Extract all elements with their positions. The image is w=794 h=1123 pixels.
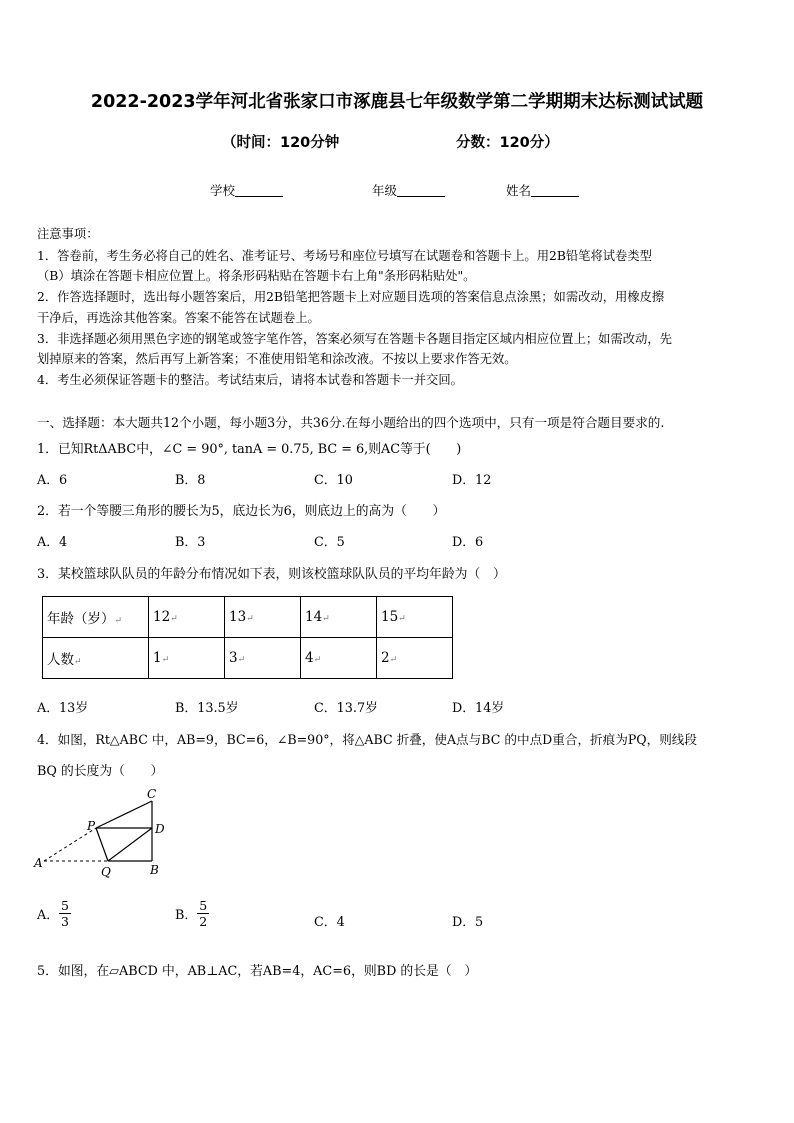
- question-4-line-1: 4．如图，Rt△ABC 中，AB=9，BC=6，∠B=90°，将△ABC 折叠，使A点与BC 的中点D重合，折痕为PQ，则线段: [37, 732, 697, 747]
- table-cell: 人数↵: [43, 638, 149, 679]
- q2-option-c: C．5: [314, 535, 345, 550]
- grade-blank: [397, 184, 445, 197]
- table-cell: 15↵: [377, 597, 453, 638]
- q3-option-b: B．13.5岁: [175, 701, 239, 716]
- table-cell: 12↵: [149, 597, 225, 638]
- q4-option-c: C．4: [314, 915, 345, 930]
- q1-option-a: A．6: [37, 473, 68, 488]
- table-cell: 3↵: [225, 638, 301, 679]
- table-cell: 1↵: [149, 638, 225, 679]
- q1-option-b: B．8: [175, 473, 206, 488]
- label-a: A: [34, 856, 43, 870]
- note-line: 1．答卷前，考生务必将自己的姓名、准考证号、考场号和座位号填写在试题卷和答题卡上。用2B铅笔将试卷类型: [37, 249, 652, 263]
- grade-label: 年级: [372, 183, 398, 198]
- q4-option-a: A． $\frac{5}{3}$: [37, 898, 69, 929]
- segment-pc: [96, 801, 152, 828]
- question-2: 2．若一个等腰三角形的腰长为5，底边长为6，则底边上的高为（ ）: [37, 504, 446, 519]
- table-row: [43, 638, 453, 679]
- label-p: P: [87, 819, 96, 833]
- name-field: [506, 181, 579, 199]
- note-line: 干净后，再选涂其他答案。答案不能答在试题卷上。: [37, 311, 320, 325]
- q3-option-a: A．13岁: [37, 701, 89, 716]
- question-5: 5．如图，在▱ABCD 中，AB⊥AC，若AB=4，AC=6，则BD 的长是（ ）: [37, 964, 478, 979]
- q1-option-d: D．12: [452, 473, 492, 488]
- table-cell: 14↵: [301, 597, 377, 638]
- q2-option-b: B．3: [175, 535, 206, 550]
- table-cell: 4↵: [301, 638, 377, 679]
- label-d: D: [155, 822, 165, 836]
- q2-option-a: A．4: [37, 535, 68, 550]
- table-row: [43, 597, 453, 638]
- page-title: 2022-2023学年河北省张家口市涿鹿县七年级数学第二学期期末达标测试试题: [90, 92, 704, 112]
- name-label: 姓名: [506, 183, 532, 198]
- q4-option-d: D．5: [452, 915, 484, 930]
- exam-time: （时间：120分钟: [222, 135, 340, 151]
- label-q: Q: [101, 865, 111, 879]
- exam-score: 分数：120分）: [456, 135, 559, 151]
- segment-pq: [96, 828, 108, 861]
- q4-option-b: B． $\frac{5}{2}$: [175, 898, 208, 929]
- note-line: 3．非选择题必须用黑色字迹的钢笔或签字笔作答，答案必须写在答题卡各题目指定区域内相应位置上；如需改动，先: [37, 332, 672, 346]
- table-cell: 年龄（岁）↵: [43, 597, 149, 638]
- question-1: 1．已知RtΔABC中，∠C = 90°, tanA = 0.75, BC = 6,则AC等于( ): [37, 442, 462, 457]
- school-label: 学校: [210, 183, 236, 198]
- name-blank: [531, 184, 579, 197]
- school-blank: [235, 184, 283, 197]
- q3-option-c: C．13.7岁: [314, 701, 378, 716]
- age-table: [42, 596, 453, 679]
- fold-triangle-figure: [30, 786, 180, 882]
- q1-option-c: C．10: [314, 473, 353, 488]
- table-cell: 2↵: [377, 638, 453, 679]
- grade-field: [372, 181, 445, 199]
- note-line: 4．考生必须保证答题卡的整洁。考试结束后，请将本试卷和答题卡一并交回。: [37, 373, 463, 387]
- segment-qd: [108, 828, 152, 861]
- school-field: [210, 181, 283, 199]
- section-heading: 一、选择题：本大题共12个小题，每小题3分，共36分.在每小题给出的四个选项中，只有一项是符合题目要求的.: [37, 415, 665, 430]
- label-c: C: [147, 787, 157, 801]
- table-cell: 13↵: [225, 597, 301, 638]
- q3-option-d: D．14岁: [452, 701, 505, 716]
- notes-heading: 注意事项：: [37, 227, 99, 241]
- note-line: 2．作答选择题时，选出每小题答案后，用2B铅笔把答题卡上对应题目选项的答案信息点涂黑；如需改动，用橡皮擦: [37, 290, 665, 304]
- note-line: 划掉原来的答案，然后再写上新答案；不准使用铅笔和涂改液。不按以上要求作答无效。: [37, 352, 517, 366]
- q2-option-d: D．6: [452, 535, 484, 550]
- question-4-line-2: BQ 的长度为（ ）: [37, 764, 164, 779]
- note-line: （B）填涂在答题卡相应位置上。将条形码粘贴在答题卡右上角"条形码粘贴处"。: [37, 269, 476, 283]
- label-b: B: [150, 863, 159, 877]
- question-3: 3．某校篮球队队员的年龄分布情况如下表，则该校篮球队队员的平均年龄为（ ）: [37, 567, 506, 582]
